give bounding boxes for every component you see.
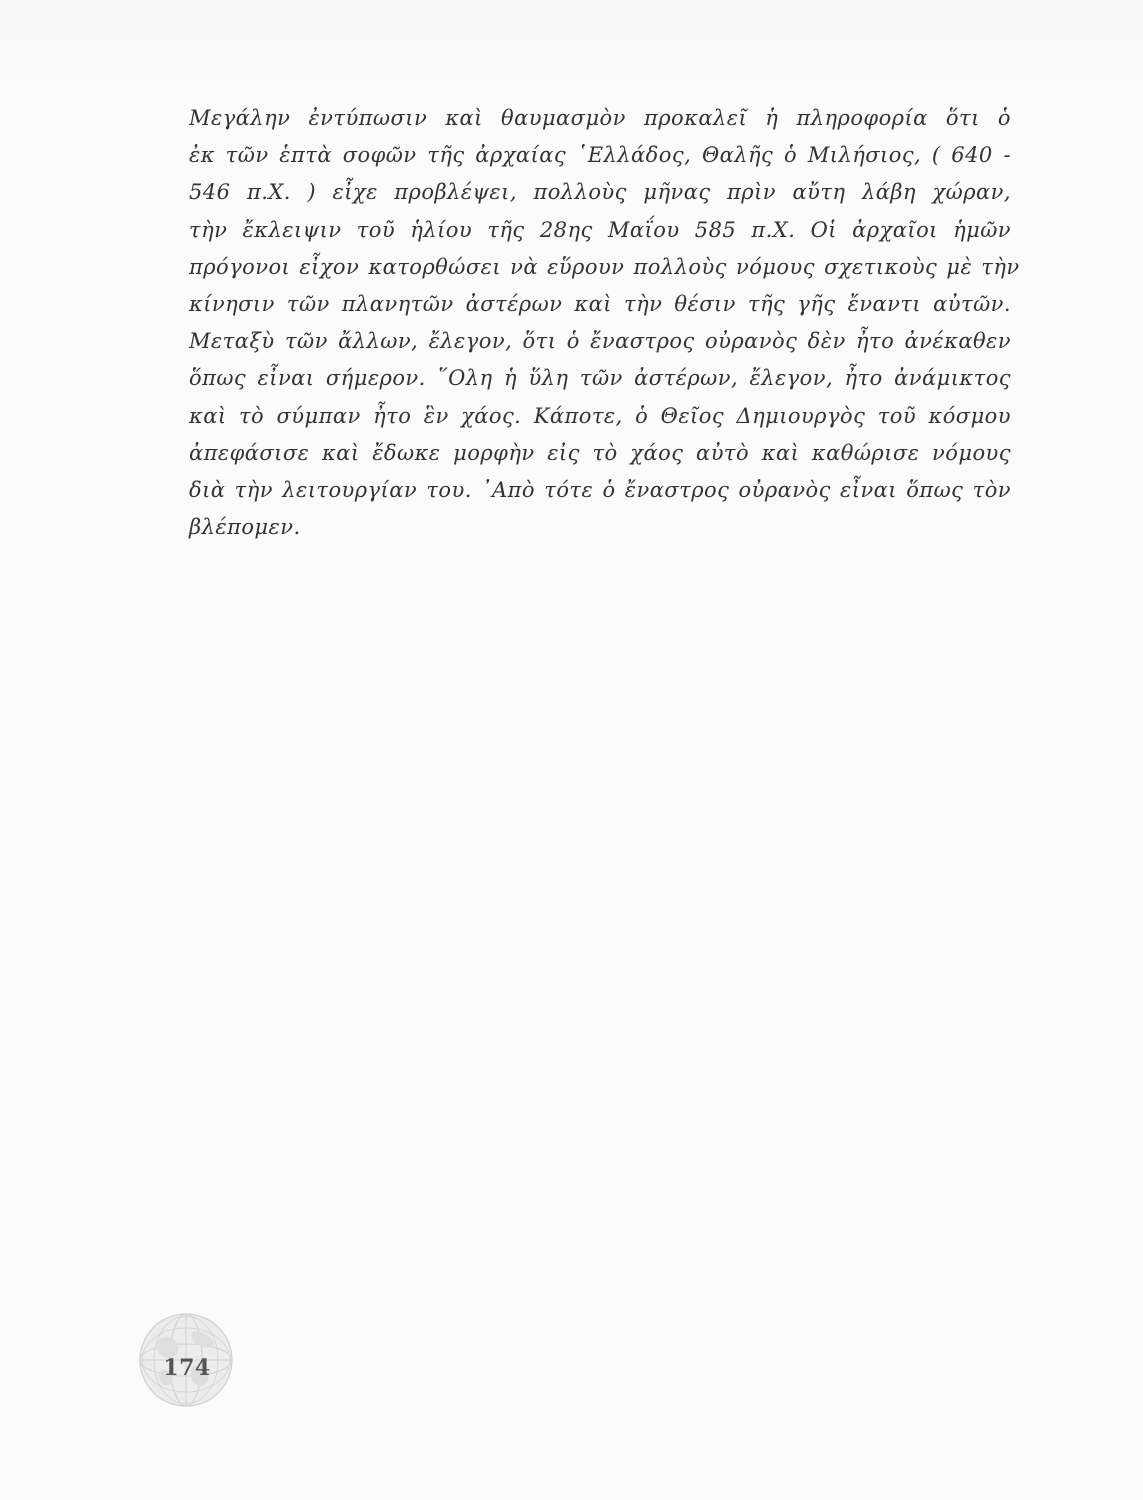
page-footer	[136, 1310, 236, 1410]
body-paragraph	[189, 100, 1020, 546]
text-line: καὶ τὸ σύμπαν ἦτο ἓν χάος. Κάποτε, ὁ Θεῖος Δημιουργὸς τοῦ κόσμου	[189, 403, 1011, 428]
text-line: βλέπομεν.	[189, 515, 301, 540]
text-line: Μεγάλην ἐντύπωσιν καὶ θαυμασμὸν προκαλεῖ ἡ πληροφορία ὅτι ὁ	[189, 106, 1011, 130]
text-line: ἐκ τῶν ἑπτὰ σοφῶν τῆς ἀρχαίας ῾Ελλάδος, Θαλῆς ὁ Μιλήσιος, ( 640 -	[189, 143, 1011, 168]
text-line: κίνησιν τῶν πλανητῶν ἀστέρων καὶ τὴν θέσιν τῆς γῆς ἔναντι αὐτῶν.	[189, 292, 1011, 317]
text-line: 546 π.Χ. ) εἶχε προβλέψει, πολλοὺς μῆνας πρὶν αὔτη λάβη χώραν,	[189, 180, 1011, 205]
text-line: ὅπως εἶναι σήμερον. ῞Ολη ἡ ὕλη τῶν ἀστέρων, ἔλεγον, ἦτο ἀνάμικτος	[189, 366, 1011, 391]
text-line: διὰ τὴν λειτουργίαν του. ᾿Απὸ τότε ὁ ἔναστρος οὐρανὸς εἶναι ὅπως τὸν	[189, 478, 1011, 503]
text-line: ἀπεφάσισε καὶ ἔδωκε μορφὴν εἰς τὸ χάος αὐτὸ καὶ καθώρισε νόμους	[189, 440, 1011, 465]
text-line: Μεταξὺ τῶν ἄλλων, ἔλεγον, ὅτι ὁ ἔναστρος οὐρανὸς δὲν ἦτο ἀνέκαθεν	[189, 329, 1011, 354]
page-number: 174	[163, 1355, 211, 1381]
text-line: πρόγονοι εἶχον κατορθώσει νὰ εὕρουν πολλοὺς νόμους σχετικοὺς μὲ τὴν	[189, 254, 1020, 279]
text-line: τὴν ἔκλειψιν τοῦ ἡλίου τῆς 28ης Μαΐου 585 π.Χ. Οἱ ἀρχαῖοι ἡμῶν	[189, 217, 1011, 242]
